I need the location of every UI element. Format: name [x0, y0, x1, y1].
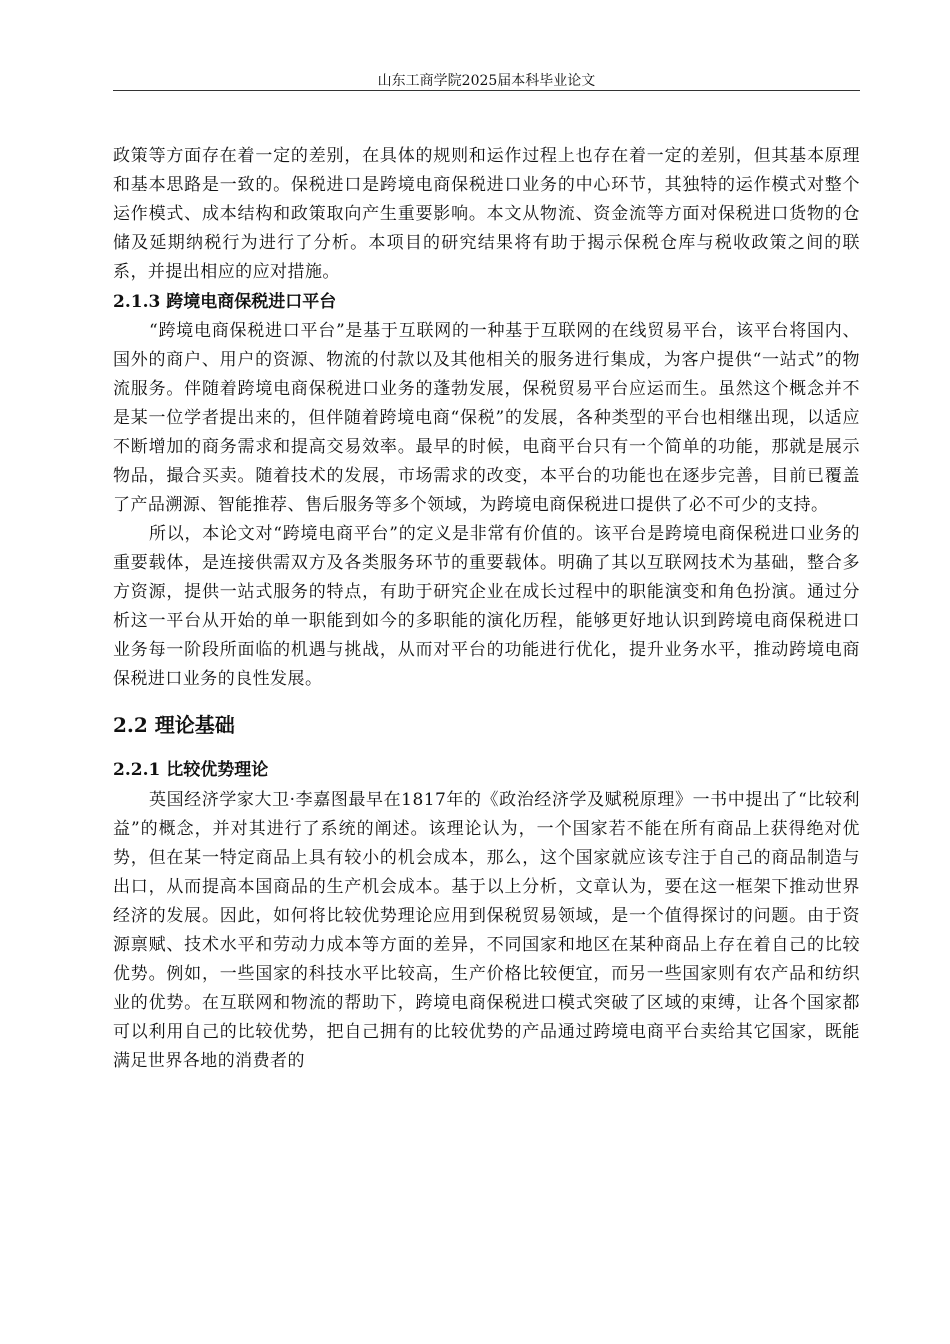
page-body [113, 142, 860, 1076]
paragraph: “跨境电商保税进口平台”是基于互联网的一种基于互联网的在线贸易平台，该平台将国内、国外的商户、用户的资源、物流的付款以及其他相关的服务进行集成，为客户提供“一站式”的物流服务。伴随着跨境电商保税进口业务的蓬勃发展，保税贸易平台应运而生。虽然这个概念并不是某一位学者提出来的，但伴随着跨境电商“保税”的发展，各种类型的平台也相继出现，以适应不断增加的商务需求和提高交易效率。最早的时候，电商平台只有一个简单的功能，那就是展示物品，撮合买卖。随着技术的发展，市场需求的改变，本平台的功能也在逐步完善，目前已覆盖了产品溯源、智能推荐、售后服务等多个领域，为跨境电商保税进口提供了必不可少的支持。 [113, 321, 860, 515]
header-divider [113, 90, 860, 91]
running-header: 山东工商学院2025届本科毕业论文 [377, 73, 596, 89]
section-heading-2-2: 2.2 理论基础 [113, 713, 235, 737]
section-heading-2-1-3: 2.1.3 跨境电商保税进口平台 [113, 292, 337, 312]
paragraph: 所以，本论文对“跨境电商平台”的定义是非常有价值的。该平台是跨境电商保税进口业务的重要载体，是连接供需双方及各类服务环节的重要载体。明确了其以互联网技术为基础，整合多方资源，提供一站式服务的特点，有助于研究企业在成长过程中的职能演变和角色扮演。通过分析这一平台从开始的单一职能到如今的多职能的演化历程，能够更好地认识到跨境电商保税进口业务每一阶段所面临的机遇与挑战，从而对平台的功能进行优化，提升业务水平，推动跨境电商保税进口业务的良性发展。 [113, 524, 860, 689]
section-heading-2-2-1: 2.2.1 比较优势理论 [113, 760, 269, 780]
paragraph-continued: 政策等方面存在着一定的差别，在具体的规则和运作过程上也存在着一定的差别，但其基本原理和基本思路是一致的。保税进口是跨境电商保税进口业务的中心环节，其独特的运作模式对整个运作模式、成本结构和政策取向产生重要影响。本文从物流、资金流等方面对保税进口货物的仓储及延期纳税行为进行了分析。本项目的研究结果将有助于揭示保税仓库与税收政策之间的联系，并提出相应的应对措施。 [113, 146, 860, 282]
paragraph: 英国经济学家大卫·李嘉图最早在1817年的《政治经济学及赋税原理》一书中提出了“比较利益”的概念，并对其进行了系统的阐述。该理论认为，一个国家若不能在所有商品上获得绝对优势，但在某一特定商品上具有较小的机会成本，那么，这个国家就应该专注于自己的商品制造与出口，从而提高本国商品的生产机会成本。基于以上分析，文章认为，要在这一框架下推动世界经济的发展。因此，如何将比较优势理论应用到保税贸易领域，是一个值得探讨的问题。由于资源禀赋、技术水平和劳动力成本等方面的差异，不同国家和地区在某种商品上存在着自己的比较优势。例如，一些国家的科技水平比较高，生产价格比较便宜，而另一些国家则有农产品和纺织业的优势。在互联网和物流的帮助下，跨境电商保税进口模式突破了区域的束缚，让各个国家都可以利用自己的比较优势，把自己拥有的比较优势的产品通过跨境电商平台卖给其它国家，既能满足世界各地的消费者的 [113, 790, 860, 1071]
